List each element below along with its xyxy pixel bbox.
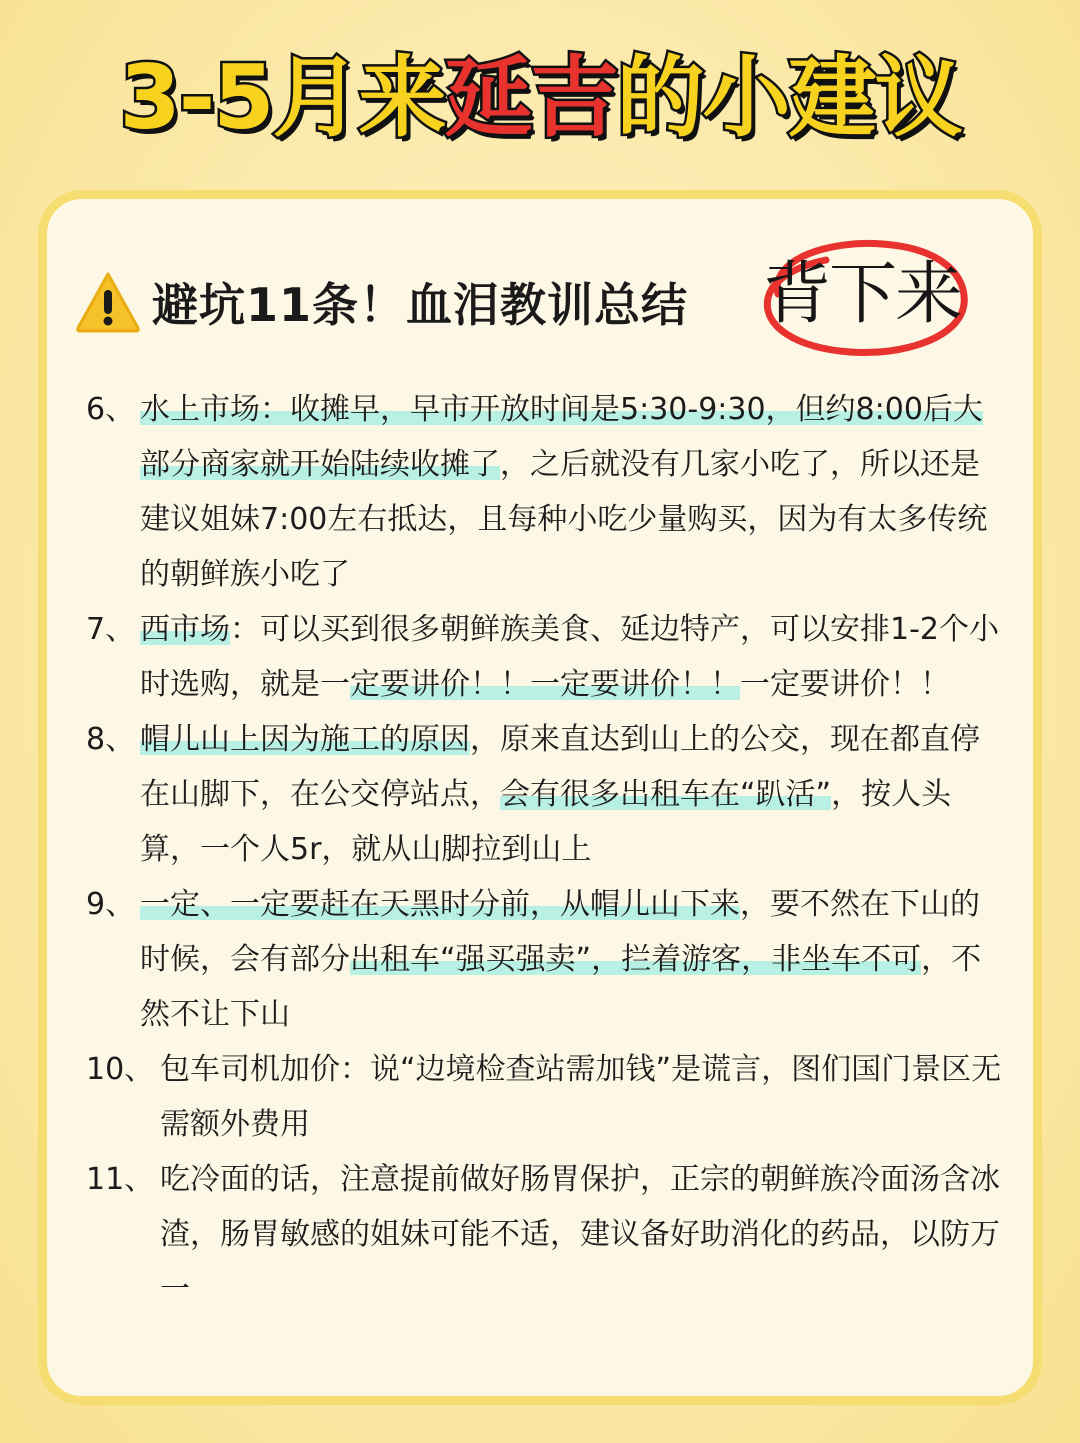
item-text: ，要不然在下山的时候，会有部分 (140, 887, 980, 977)
tips-list (86, 382, 1016, 1317)
item-text: ，按人头算，一个人5r，就从山脚拉到山上 (140, 777, 952, 867)
page-title (0, 38, 1080, 158)
item-text: ，不然不让下山 (140, 942, 982, 1032)
item-number: 9、 (86, 887, 136, 922)
highlighted-text: 水上市场：收摊早，早市开放时间是5:30-9:30，但约8:00后大部分商家就开始陆续收摊了 (140, 392, 983, 482)
item-text: 一定要讲价！！ (740, 667, 950, 702)
item-text: ，之后就没有几家小吃了，所以还是建议姐妹7:00左右抵达，且每种小吃少量购买，因为有太多传统的朝鲜族小吃了 (140, 447, 988, 592)
highlighted-text: 定要讲价！！一定要讲价！！ (350, 667, 740, 702)
list-item (86, 382, 1016, 602)
list-item (86, 1152, 1016, 1317)
subheading-text: 避坑11条！血泪教训总结 (152, 278, 689, 332)
title-part-1: 3-5月来 (119, 46, 445, 149)
title-part-3: 的小建议 (616, 46, 961, 149)
item-body (140, 382, 1006, 602)
item-text: ：可以买到很多朝鲜族美食、延边特产，可以安排1-2个小时选购，就是一 (140, 612, 999, 702)
list-item (86, 1042, 1016, 1152)
item-body (160, 1152, 1016, 1317)
item-body (140, 877, 1006, 1042)
list-item (86, 602, 1016, 712)
item-text: 包车司机加价：说“边境检查站需加钱”是谎言，图们国门景区无需额外费用 (160, 1052, 1002, 1142)
item-body (160, 1042, 1016, 1152)
highlighted-text: 西市场 (140, 612, 230, 647)
list-item (86, 712, 1016, 877)
item-number: 7、 (86, 612, 136, 647)
warning-icon (74, 268, 142, 336)
item-number: 6、 (86, 392, 136, 427)
item-number: 11、 (86, 1162, 155, 1197)
highlighted-text: 一定、一定要赶在天黑时分前，从帽儿山下来 (140, 887, 740, 922)
highlighted-text: 出租车“强买强卖”，拦着游客，非坐车不可 (350, 942, 922, 977)
item-text: 吃冷面的话，注意提前做好肠胃保护，正宗的朝鲜族冷面汤含冰渣，肠胃敏感的姐妹可能不适，建议备好助消化的药品，以防万一 (160, 1162, 1000, 1307)
item-number: 8、 (86, 722, 136, 757)
list-item (86, 877, 1016, 1042)
item-number: 10、 (86, 1052, 155, 1087)
title-part-2: 延吉 (444, 46, 617, 149)
subheading (74, 262, 688, 342)
stamp-text: 背下来 (762, 255, 961, 334)
item-body (140, 602, 1006, 712)
stamp-badge (752, 230, 972, 360)
item-body (140, 712, 1006, 877)
highlighted-text: 会有很多出租车在“趴活” (500, 777, 832, 812)
highlighted-text: 帽儿山上因为施工的原因 (140, 722, 470, 757)
item-text: ，原来直达到山上的公交，现在都直停在山脚下，在公交停站点， (140, 722, 980, 812)
